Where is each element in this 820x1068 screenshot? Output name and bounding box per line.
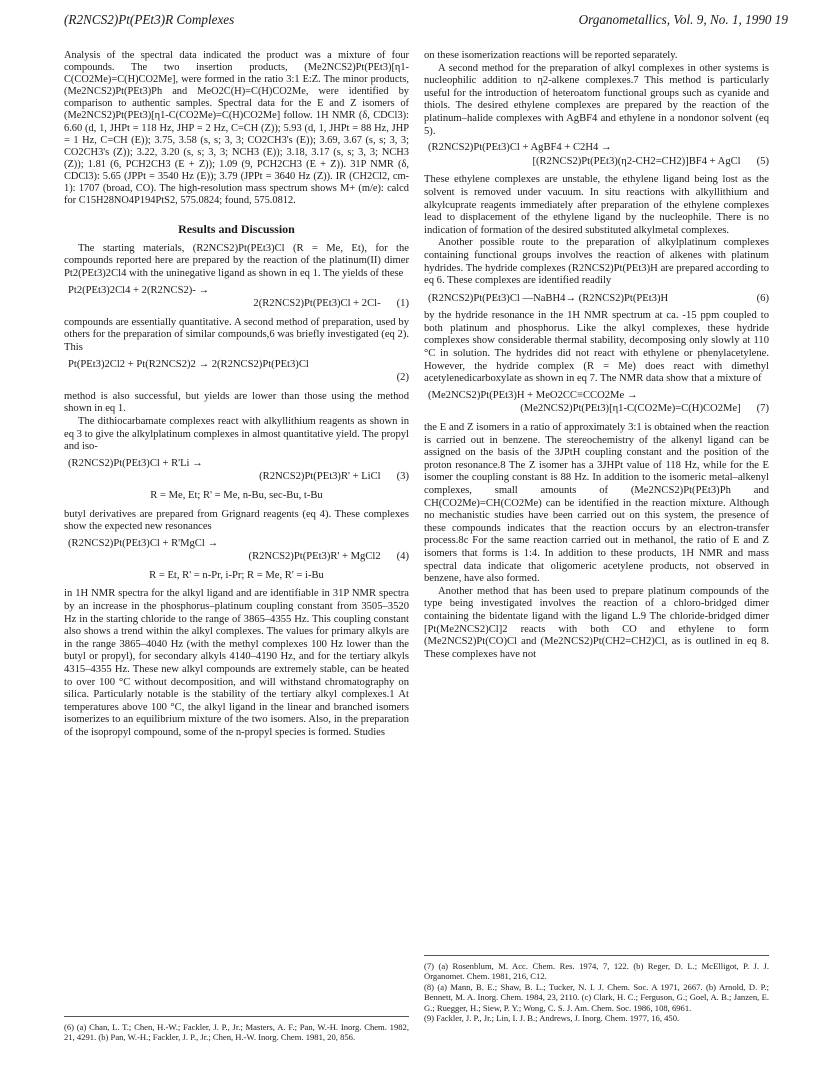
paragraph: in 1H NMR spectra for the alkyl ligand and are identifiable in 31P NMR spectra by an increase in the phosphorus–platinum coupling constant from 3505–3520 Hz in the starting chloride to the range of 3865–4355 Hz. This coupling constant also shows a trend within the alkyl complexes. The values for primary alkyls are in the range 3865–4040 Hz (with the methyl complexes 100 Hz lower than the butyl or propyl), for secondary alkyls 4140–4190 Hz, and for the tertiary alkyls 4315–4355 Hz. These new alkyl compounds are extremely stable, can be heated to over 100 °C without decomposition, and will withstand chromatography on silica. Particularly notable is the stability of the tertiary alkyl complexes.1 At temperatures above 100 °C, the alkyl ligand in the linear and branched isomers isomerizes to an equilibrium mixture of the two isomers. Also, in the preparation of the isopropyl compound, some of the n-propyl species is formed. Studies — [64, 588, 409, 738]
equation-3-conditions: R = Me, Et; R' = Me, n-Bu, sec-Bu, t-Bu — [150, 489, 323, 501]
spectral-data-paragraph: Analysis of the spectral data indicated the product was a mixture of four compounds. The two insertion products, (Me2NCS2)Pt(PEt3)[η1-C(CO2Me)=C(H)CO2Me], were formed in the ratio 3:1 E:Z. The minor products, (Me2NCS2)Pt(PEt3)Ph and MeO2C(H)=C(H)CO2Me, were identified by comparison to authentic samples. Spectral data for the E and Z isomers of (Me2NCS2)Pt(PEt3)[η1-C(CO2Me)=C(H)CO2Me] follow. 1H NMR (δ, CDCl3): 6.60 (d, 1, JHPt = 118 Hz, JHP = 2 Hz, C=CH (Z)); 5.93 (d, 1, JHPt = 88 Hz, JHP = 1 Hz, C=CH (E)); 3.75, 3.58 (s, s; 3, 3; CO2CH3's (E)); 3.69, 3.67 (s, s; 3, 3; CO2CH3's (Z)); 3.22, 3.20 (s, s; 3, 3; NCH3 (E)); 3.18, 3.17 (s, s; 3, 3; NCH3 (Z)); 1.81 (6, PCH2CH3 (E + Z)); 1.09 (9, PCH2CH3 (E + Z)). 31P NMR (δ, CDCl3): 5.65 (JPPt = 3540 Hz (E)); 3.79 (JPPt = 3640 Hz (Z)). IR (CH2Cl2, cm-1): 1707 (broad, CO). The high-resolution mass spectrum shows M+ (m/e): calcd for C15H28NO4P194PtS2, 575.0824; found, 575.0812. — [64, 50, 409, 207]
equation-4-products: (R2NCS2)Pt(PEt3)R' + MgCl2 — [248, 551, 381, 563]
equation-7-products: (Me2NCS2)Pt(PEt3)[η1-C(CO2Me)=C(H)CO2Me] — [520, 403, 741, 415]
equation-5-line-1: (R2NCS2)Pt(PEt3)Cl + AgBF4 + C2H4 → — [428, 142, 612, 154]
equation-3-products: (R2NCS2)Pt(PEt3)R' + LiCl — [259, 471, 381, 483]
equation-1-products: 2(R2NCS2)Pt(PEt3)Cl + 2Cl- — [253, 298, 381, 310]
paragraph: A second method for the preparation of alkyl complexes in other systems is nucleophilic addition to η2-alkene complexes.7 This method is particularly useful for the introduction of heteroatom functional groups such as cyanide and thiols. The desired ethylene complexes are prepared by the reaction of the platinum–halide complexes with AgBF4 and ethylene in a nondonor solvent (eq 5). — [424, 62, 769, 137]
equation-1-line-2 — [64, 298, 409, 311]
equation-number: (7) — [756, 403, 769, 415]
paragraph: The dithiocarbamate complexes react with alkyllithium reagents as shown in eq 3 to give the alkylplatinum complexes in almost quantitative yield. The propyl and iso- — [64, 415, 409, 453]
equation-number: (3) — [396, 471, 409, 483]
equation-number: (1) — [396, 298, 409, 310]
equation-7-line-2 — [424, 403, 769, 416]
equation-number: (5) — [756, 155, 769, 167]
equation-number: (2) — [396, 372, 409, 384]
paragraph: The starting materials, (R2NCS2)Pt(PEt3)Cl (R = Me, Et), for the compounds reported here are prepared by the reaction of the platinum(II) dimer Pt2(PEt3)2Cl4 with the uninegative ligand as shown in eq 1. The yields of these — [64, 242, 409, 279]
footnotes-right — [424, 955, 769, 1023]
footnotes-left — [64, 1016, 409, 1043]
equation-4-line-2 — [64, 551, 409, 564]
footnote-6: (6) (a) Chan, L. T.; Chen, H.-W.; Fackler, J. P., Jr.; Masters, A. F.; Pan, W.-H. Inorg. Chem. 1982, 21, 4291. (b) Pan, W.-H.; Fackler, J. P., Jr.; Chen, H.-W. Inorg. Chem. 1981, 20, 856. — [64, 1022, 409, 1043]
equation-1-line-1: Pt2(PEt3)2Cl4 + 2(R2NCS2)- → — [68, 284, 210, 296]
equation-3-line-2 — [64, 471, 409, 484]
equation-number: (4) — [396, 551, 409, 563]
header-title: (R2NCS2)Pt(PEt3)R Complexes — [64, 12, 235, 27]
footnote-9: (9) Fackler, J. P., Jr.; Lin, I. J. B.; Andrews, J. Inorg. Chem. 1977, 16, 450. — [424, 1013, 680, 1024]
equation-6 — [424, 293, 769, 306]
paragraph: butyl derivatives are prepared from Grignard reagents (eq 4). These complexes show the expected new resonances — [64, 508, 409, 533]
running-header — [64, 12, 788, 32]
section-heading: Results and Discussion — [178, 222, 295, 237]
header-journal: Organometallics, Vol. 9, No. 1, 1990 19 — [578, 12, 788, 27]
equation-number: (6) — [756, 292, 769, 304]
equation-5-products: [(R2NCS2)Pt(PEt3)(η2-CH2=CH2)]BF4 + AgCl — [532, 155, 741, 167]
paragraph: These ethylene complexes are unstable, the ethylene ligand being lost as the solvent is removed under vacuum. In situ reactions with alkyllithium and alkylcuprate reagents immediately after preparation of the ethylene complexes lead to displacement of the ethylene ligand by the nucleophile. There is no indication of formation of the desired substituted alkylmetal complexes. — [424, 174, 769, 236]
paragraph: on these isomerization reactions will be reported separately. — [424, 50, 678, 61]
footnote-8: (8) (a) Mann, B. E.; Shaw, B. L.; Tucker, N. I. J. Chem. Soc. A 1971, 2667. (b) Arnold, D. P.; Bennett, M. A. Inorg. Chem. 1984, 23, 2110. (c) Clark, H. C.; Ferguson, G.; Goel, A. B.; Janzen, E. G.; Ruegger, H.; Siew, P. Y.; Wong, C. S. J. Am. Chem. Soc. 1986, 108, 6961. — [424, 981, 769, 1013]
footnote-7: (7) (a) Rosenblum, M. Acc. Chem. Res. 1974, 7, 122. (b) Reger, D. L.; McElligot, P. J. J. Organomet. Chem. 1981, 216, C12. — [424, 961, 769, 982]
equation-5-line-2 — [424, 156, 769, 169]
equation-3-line-1: (R2NCS2)Pt(PEt3)Cl + R'Li → — [68, 457, 203, 469]
equation-4-conditions: R = Et, R' = n-Pr, i-Pr; R = Me, R' = i-Bu — [149, 569, 324, 581]
equation-6-body: (R2NCS2)Pt(PEt3)Cl —NaBH4→ (R2NCS2)Pt(PEt3)H — [428, 292, 669, 304]
left-column — [64, 50, 409, 740]
equation-4-line-1: (R2NCS2)Pt(PEt3)Cl + R'MgCl → — [68, 537, 219, 549]
paragraph: compounds are essentially quantitative. A second method of preparation, used by others for the preparation of similar compounds,6 was briefly investigated (eq 2). This — [64, 316, 409, 353]
equation-2: Pt(PEt3)2Cl2 + Pt(R2NCS2)2 → 2(R2NCS2)Pt(PEt3)Cl — [68, 358, 309, 370]
paragraph: by the hydride resonance in the 1H NMR spectrum at ca. -15 ppm coupled to both platinum and phosphorus. Like the alkyl complexes, these hydride complexes show considerable thermal stability, decomposing only slowly at 110 °C in solution. The hydrides did not react with ethylene or phenylacetylene. However, the hydride complex (R = Me) does react with dimethyl acetylenedicarboxylate as shown in eq 7. The NMR data show that a mixture of — [424, 310, 769, 385]
paragraph: Another method that has been used to prepare platinum compounds of the type being investigated involves the reaction of a chloro-bridged dimer containing the bidentate ligand with the ligand L.9 The chloride-bridged dimer [Pt(Me2NCS2)Cl]2 reacts with both CO and ethylene to form (Me2NCS2)Pt(CO)Cl and (Me2NCS2)Pt(CH2=CH2)Cl, as is outlined in eq 8. These complexes have not — [424, 585, 769, 660]
equation-2-number-line — [64, 372, 409, 385]
paragraph: Another possible route to the preparation of alkylplatinum complexes containing functional groups involves the reaction of alkenes with platinum hydrides. The hydride complexes (R2NCS2)Pt(PEt3)H are prepared according to eq 6. These complexes are identified readily — [424, 237, 769, 287]
right-column — [424, 50, 769, 661]
paragraph: method is also successful, but yields are lower than those using the method shown in eq 1. — [64, 390, 409, 415]
paragraph: the E and Z isomers in a ratio of approximately 3:1 is obtained when the reaction is carried out in benzene. The stereochemistry of the alkenyl ligand can be assigned on the basis of the 3JPtH coupling constant and the position of the proton resonance.8 The Z isomer has a 3JHPt value of 118 Hz, while for the E isomer the coupling constant is 88 Hz. In addition to the isomeric metal–alkenyl complexes, small amounts of (Me2NCS2)Pt(PEt3)Ph and CH(CO2Me)=CH(CO2Me) can be identified in the reaction mixture. Although no mechanistic studies have been carried out on this system, the presence of these compounds indicates that the reaction occurs by an electron-transfer process.8c For the same reaction carried out in methanol, the ratio of E and Z isomers that forms is 1:4. In addition to these products, 1H NMR and mass spectral data indicate that oligomeric acetylene products, not observed in benzene, have also formed. — [424, 422, 769, 585]
equation-7-line-1: (Me2NCS2)Pt(PEt3)H + MeO2CC≡CCO2Me → — [428, 389, 638, 401]
